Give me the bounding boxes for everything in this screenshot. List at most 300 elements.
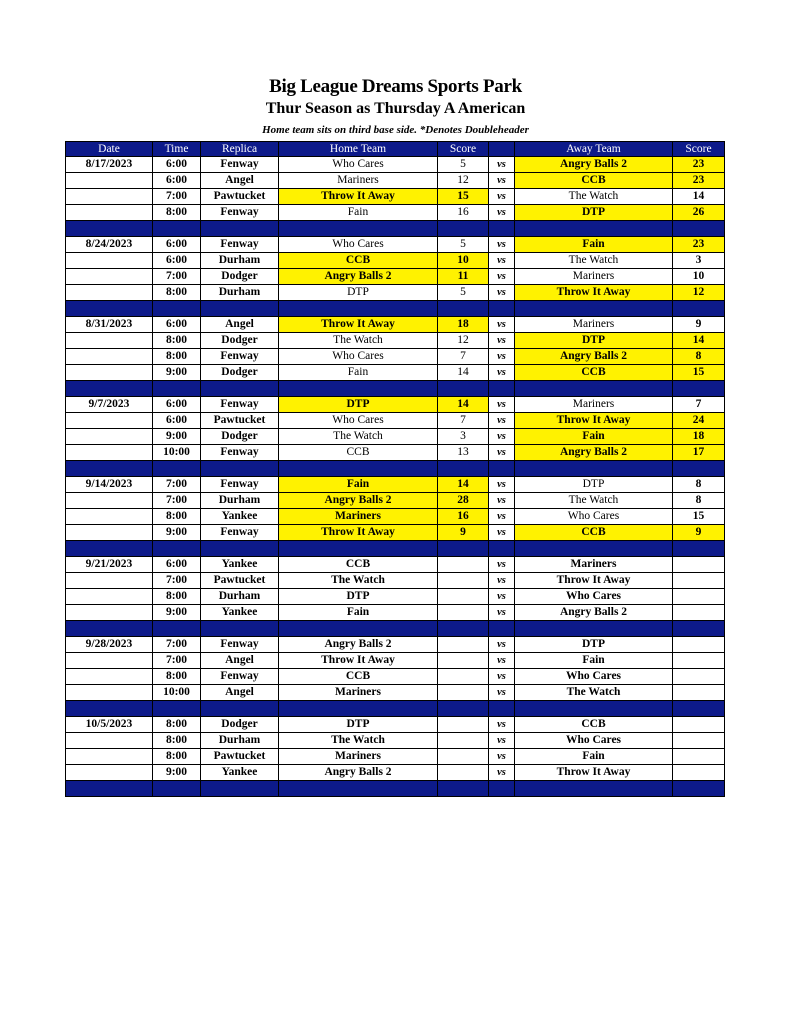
separator-cell: [515, 221, 673, 237]
away-score: 8: [673, 349, 725, 365]
home-score: 3: [438, 429, 489, 445]
away-score: [673, 653, 725, 669]
replica-field: Durham: [201, 253, 279, 269]
replica-field: Angel: [201, 685, 279, 701]
home-score: 7: [438, 413, 489, 429]
away-score: [673, 605, 725, 621]
vs-label: vs: [489, 253, 515, 269]
game-date: [66, 429, 153, 445]
home-team: Mariners: [279, 749, 438, 765]
home-score: 12: [438, 333, 489, 349]
game-time: 8:00: [153, 717, 201, 733]
away-score: 23: [673, 157, 725, 173]
away-score: 15: [673, 365, 725, 381]
separator-cell: [438, 381, 489, 397]
replica-field: Yankee: [201, 605, 279, 621]
home-team: Throw It Away: [279, 653, 438, 669]
game-date: 10/5/2023: [66, 717, 153, 733]
home-score: [438, 717, 489, 733]
home-score: [438, 605, 489, 621]
home-team: Angry Balls 2: [279, 493, 438, 509]
home-team: Fain: [279, 205, 438, 221]
vs-label: vs: [489, 477, 515, 493]
away-team: Angry Balls 2: [515, 157, 673, 173]
home-team: Who Cares: [279, 413, 438, 429]
separator-cell: [673, 461, 725, 477]
replica-field: Dodger: [201, 365, 279, 381]
away-team: The Watch: [515, 253, 673, 269]
home-team: Mariners: [279, 685, 438, 701]
away-team: Fain: [515, 429, 673, 445]
vs-label: vs: [489, 365, 515, 381]
away-team: DTP: [515, 477, 673, 493]
game-time: 8:00: [153, 733, 201, 749]
separator-cell: [489, 701, 515, 717]
separator-cell: [438, 301, 489, 317]
away-score: 23: [673, 173, 725, 189]
away-score: 15: [673, 509, 725, 525]
col-header-vs: [489, 142, 515, 157]
separator-cell: [438, 701, 489, 717]
separator-cell: [673, 221, 725, 237]
home-score: 13: [438, 445, 489, 461]
week-separator-row: [66, 381, 725, 397]
vs-label: vs: [489, 557, 515, 573]
replica-field: Fenway: [201, 349, 279, 365]
vs-label: vs: [489, 685, 515, 701]
replica-field: Fenway: [201, 157, 279, 173]
replica-field: Pawtucket: [201, 413, 279, 429]
header-row: [66, 142, 725, 157]
home-team: Angry Balls 2: [279, 637, 438, 653]
home-team: Throw It Away: [279, 525, 438, 541]
home-team: Throw It Away: [279, 189, 438, 205]
game-time: 8:00: [153, 285, 201, 301]
game-time: 8:00: [153, 349, 201, 365]
away-team: The Watch: [515, 189, 673, 205]
vs-label: vs: [489, 189, 515, 205]
game-date: 9/28/2023: [66, 637, 153, 653]
game-row: [66, 765, 725, 781]
col-header-home-score: Score: [438, 142, 489, 157]
away-score: 14: [673, 189, 725, 205]
game-row: [66, 445, 725, 461]
away-score: [673, 573, 725, 589]
game-row: [66, 717, 725, 733]
away-score: 18: [673, 429, 725, 445]
game-time: 6:00: [153, 397, 201, 413]
game-row: [66, 733, 725, 749]
vs-label: vs: [489, 733, 515, 749]
game-time: 7:00: [153, 653, 201, 669]
game-row: [66, 205, 725, 221]
separator-cell: [489, 461, 515, 477]
game-time: 8:00: [153, 669, 201, 685]
game-date: 9/14/2023: [66, 477, 153, 493]
doubleheader-note: Home team sits on third base side. *Denotes Doubleheader: [262, 124, 529, 136]
replica-field: Pawtucket: [201, 573, 279, 589]
week-separator-row: [66, 541, 725, 557]
away-team: DTP: [515, 637, 673, 653]
home-team: DTP: [279, 397, 438, 413]
away-team: Mariners: [515, 557, 673, 573]
separator-cell: [153, 541, 201, 557]
season-subtitle: Thur Season as Thursday A American: [265, 100, 526, 117]
game-date: [66, 653, 153, 669]
game-time: 6:00: [153, 413, 201, 429]
separator-cell: [438, 221, 489, 237]
col-header-replica: Replica: [201, 142, 279, 157]
game-time: 7:00: [153, 189, 201, 205]
game-date: [66, 605, 153, 621]
replica-field: Yankee: [201, 765, 279, 781]
home-team: The Watch: [279, 733, 438, 749]
game-time: 9:00: [153, 525, 201, 541]
home-score: 5: [438, 285, 489, 301]
replica-field: Angel: [201, 317, 279, 333]
separator-cell: [279, 221, 438, 237]
replica-field: Angel: [201, 653, 279, 669]
separator-cell: [673, 621, 725, 637]
away-score: 3: [673, 253, 725, 269]
game-date: [66, 173, 153, 189]
away-score: 8: [673, 477, 725, 493]
home-score: [438, 589, 489, 605]
away-score: 8: [673, 493, 725, 509]
home-score: 5: [438, 157, 489, 173]
game-date: [66, 733, 153, 749]
replica-field: Fenway: [201, 477, 279, 493]
separator-cell: [66, 701, 153, 717]
game-time: 9:00: [153, 605, 201, 621]
replica-field: Fenway: [201, 445, 279, 461]
home-team: Throw It Away: [279, 317, 438, 333]
game-date: [66, 365, 153, 381]
separator-cell: [279, 621, 438, 637]
separator-cell: [153, 781, 201, 797]
game-date: [66, 333, 153, 349]
away-team: Who Cares: [515, 733, 673, 749]
separator-cell: [489, 781, 515, 797]
home-team: CCB: [279, 253, 438, 269]
game-row: [66, 477, 725, 493]
home-team: Fain: [279, 605, 438, 621]
away-team: Throw It Away: [515, 413, 673, 429]
game-time: 7:00: [153, 493, 201, 509]
separator-cell: [201, 301, 279, 317]
vs-label: vs: [489, 589, 515, 605]
vs-label: vs: [489, 749, 515, 765]
vs-label: vs: [489, 317, 515, 333]
separator-cell: [279, 781, 438, 797]
vs-label: vs: [489, 157, 515, 173]
separator-cell: [201, 381, 279, 397]
away-score: [673, 637, 725, 653]
home-team: The Watch: [279, 333, 438, 349]
home-score: 16: [438, 205, 489, 221]
game-row: [66, 413, 725, 429]
separator-cell: [438, 541, 489, 557]
away-team: Fain: [515, 237, 673, 253]
vs-label: vs: [489, 333, 515, 349]
home-score: 18: [438, 317, 489, 333]
separator-cell: [153, 221, 201, 237]
game-date: 8/31/2023: [66, 317, 153, 333]
week-separator-row: [66, 301, 725, 317]
away-team: Fain: [515, 749, 673, 765]
separator-cell: [66, 541, 153, 557]
home-score: [438, 749, 489, 765]
away-team: Mariners: [515, 269, 673, 285]
game-date: [66, 285, 153, 301]
vs-label: vs: [489, 397, 515, 413]
home-team: CCB: [279, 445, 438, 461]
replica-field: Angel: [201, 173, 279, 189]
week-separator-row: [66, 701, 725, 717]
game-row: [66, 493, 725, 509]
away-score: [673, 669, 725, 685]
home-score: 15: [438, 189, 489, 205]
separator-cell: [673, 381, 725, 397]
vs-label: vs: [489, 669, 515, 685]
home-team: Fain: [279, 477, 438, 493]
home-team: Who Cares: [279, 349, 438, 365]
game-time: 6:00: [153, 557, 201, 573]
vs-label: vs: [489, 717, 515, 733]
game-row: [66, 253, 725, 269]
game-row: [66, 605, 725, 621]
away-score: [673, 765, 725, 781]
separator-cell: [515, 621, 673, 637]
replica-field: Pawtucket: [201, 749, 279, 765]
game-time: 6:00: [153, 317, 201, 333]
vs-label: vs: [489, 173, 515, 189]
separator-cell: [438, 461, 489, 477]
game-row: [66, 509, 725, 525]
game-date: [66, 493, 153, 509]
col-header-away-score: Score: [673, 142, 725, 157]
game-row: [66, 157, 725, 173]
home-score: 5: [438, 237, 489, 253]
separator-cell: [279, 461, 438, 477]
away-team: Who Cares: [515, 509, 673, 525]
home-team: Angry Balls 2: [279, 269, 438, 285]
vs-label: vs: [489, 413, 515, 429]
away-team: DTP: [515, 205, 673, 221]
vs-label: vs: [489, 429, 515, 445]
home-team: DTP: [279, 589, 438, 605]
away-score: [673, 557, 725, 573]
away-score: 12: [673, 285, 725, 301]
game-time: 10:00: [153, 445, 201, 461]
home-team: DTP: [279, 285, 438, 301]
game-row: [66, 173, 725, 189]
home-score: 7: [438, 349, 489, 365]
separator-cell: [489, 221, 515, 237]
separator-cell: [153, 461, 201, 477]
week-separator-row: [66, 621, 725, 637]
page-title: Big League Dreams Sports Park: [269, 76, 522, 97]
separator-cell: [515, 381, 673, 397]
separator-cell: [153, 301, 201, 317]
separator-cell: [66, 221, 153, 237]
home-score: 14: [438, 397, 489, 413]
away-team: CCB: [515, 365, 673, 381]
game-time: 6:00: [153, 173, 201, 189]
separator-cell: [515, 701, 673, 717]
vs-label: vs: [489, 653, 515, 669]
game-date: [66, 749, 153, 765]
game-row: [66, 557, 725, 573]
separator-cell: [201, 621, 279, 637]
home-team: Who Cares: [279, 157, 438, 173]
game-row: [66, 237, 725, 253]
vs-label: vs: [489, 205, 515, 221]
away-score: 26: [673, 205, 725, 221]
game-row: [66, 397, 725, 413]
vs-label: vs: [489, 493, 515, 509]
game-row: [66, 429, 725, 445]
replica-field: Fenway: [201, 237, 279, 253]
away-team: Fain: [515, 653, 673, 669]
separator-cell: [201, 701, 279, 717]
separator-cell: [66, 381, 153, 397]
home-score: 14: [438, 365, 489, 381]
game-date: [66, 253, 153, 269]
separator-cell: [515, 301, 673, 317]
away-score: 9: [673, 525, 725, 541]
replica-field: Dodger: [201, 717, 279, 733]
vs-label: vs: [489, 605, 515, 621]
separator-cell: [201, 221, 279, 237]
game-date: 9/7/2023: [66, 397, 153, 413]
away-team: Throw It Away: [515, 285, 673, 301]
home-score: [438, 733, 489, 749]
away-score: 9: [673, 317, 725, 333]
away-score: [673, 685, 725, 701]
game-date: [66, 445, 153, 461]
game-date: [66, 685, 153, 701]
vs-label: vs: [489, 637, 515, 653]
away-team: CCB: [515, 717, 673, 733]
separator-cell: [279, 701, 438, 717]
replica-field: Fenway: [201, 637, 279, 653]
home-team: The Watch: [279, 573, 438, 589]
vs-label: vs: [489, 509, 515, 525]
game-date: [66, 669, 153, 685]
separator-cell: [515, 541, 673, 557]
col-header-time: Time: [153, 142, 201, 157]
home-team: The Watch: [279, 429, 438, 445]
vs-label: vs: [489, 445, 515, 461]
game-row: [66, 333, 725, 349]
replica-field: Durham: [201, 589, 279, 605]
week-separator-row: [66, 461, 725, 477]
game-row: [66, 669, 725, 685]
away-team: Angry Balls 2: [515, 445, 673, 461]
away-score: 14: [673, 333, 725, 349]
vs-label: vs: [489, 765, 515, 781]
separator-cell: [673, 701, 725, 717]
game-row: [66, 525, 725, 541]
away-team: The Watch: [515, 685, 673, 701]
home-score: [438, 669, 489, 685]
game-date: [66, 205, 153, 221]
separator-cell: [66, 621, 153, 637]
vs-label: vs: [489, 285, 515, 301]
home-score: [438, 685, 489, 701]
home-score: 9: [438, 525, 489, 541]
away-team: DTP: [515, 333, 673, 349]
away-score: 23: [673, 237, 725, 253]
game-row: [66, 189, 725, 205]
game-date: [66, 573, 153, 589]
game-row: [66, 285, 725, 301]
away-team: Throw It Away: [515, 573, 673, 589]
replica-field: Yankee: [201, 509, 279, 525]
separator-cell: [489, 381, 515, 397]
game-time: 7:00: [153, 573, 201, 589]
game-date: [66, 269, 153, 285]
game-time: 9:00: [153, 765, 201, 781]
separator-cell: [279, 381, 438, 397]
separator-cell: [201, 541, 279, 557]
home-team: DTP: [279, 717, 438, 733]
away-score: 24: [673, 413, 725, 429]
game-date: 9/21/2023: [66, 557, 153, 573]
home-score: [438, 557, 489, 573]
game-row: [66, 589, 725, 605]
separator-cell: [66, 781, 153, 797]
separator-cell: [66, 461, 153, 477]
game-date: [66, 413, 153, 429]
home-score: 28: [438, 493, 489, 509]
replica-field: Durham: [201, 493, 279, 509]
separator-cell: [66, 301, 153, 317]
away-score: 17: [673, 445, 725, 461]
home-team: CCB: [279, 557, 438, 573]
week-separator-row: [66, 781, 725, 797]
away-team: CCB: [515, 525, 673, 541]
separator-cell: [673, 301, 725, 317]
game-row: [66, 365, 725, 381]
separator-cell: [153, 381, 201, 397]
separator-cell: [153, 701, 201, 717]
replica-field: Fenway: [201, 397, 279, 413]
away-team: CCB: [515, 173, 673, 189]
home-score: [438, 653, 489, 669]
schedule-body: [66, 157, 725, 797]
away-team: The Watch: [515, 493, 673, 509]
game-time: 8:00: [153, 333, 201, 349]
game-date: [66, 525, 153, 541]
home-score: 11: [438, 269, 489, 285]
away-team: Mariners: [515, 317, 673, 333]
game-time: 8:00: [153, 509, 201, 525]
game-time: 9:00: [153, 365, 201, 381]
away-team: Mariners: [515, 397, 673, 413]
replica-field: Yankee: [201, 557, 279, 573]
replica-field: Fenway: [201, 669, 279, 685]
replica-field: Pawtucket: [201, 189, 279, 205]
home-team: Fain: [279, 365, 438, 381]
home-score: 14: [438, 477, 489, 493]
separator-cell: [438, 621, 489, 637]
game-date: 8/24/2023: [66, 237, 153, 253]
separator-cell: [438, 781, 489, 797]
vs-label: vs: [489, 237, 515, 253]
replica-field: Fenway: [201, 525, 279, 541]
